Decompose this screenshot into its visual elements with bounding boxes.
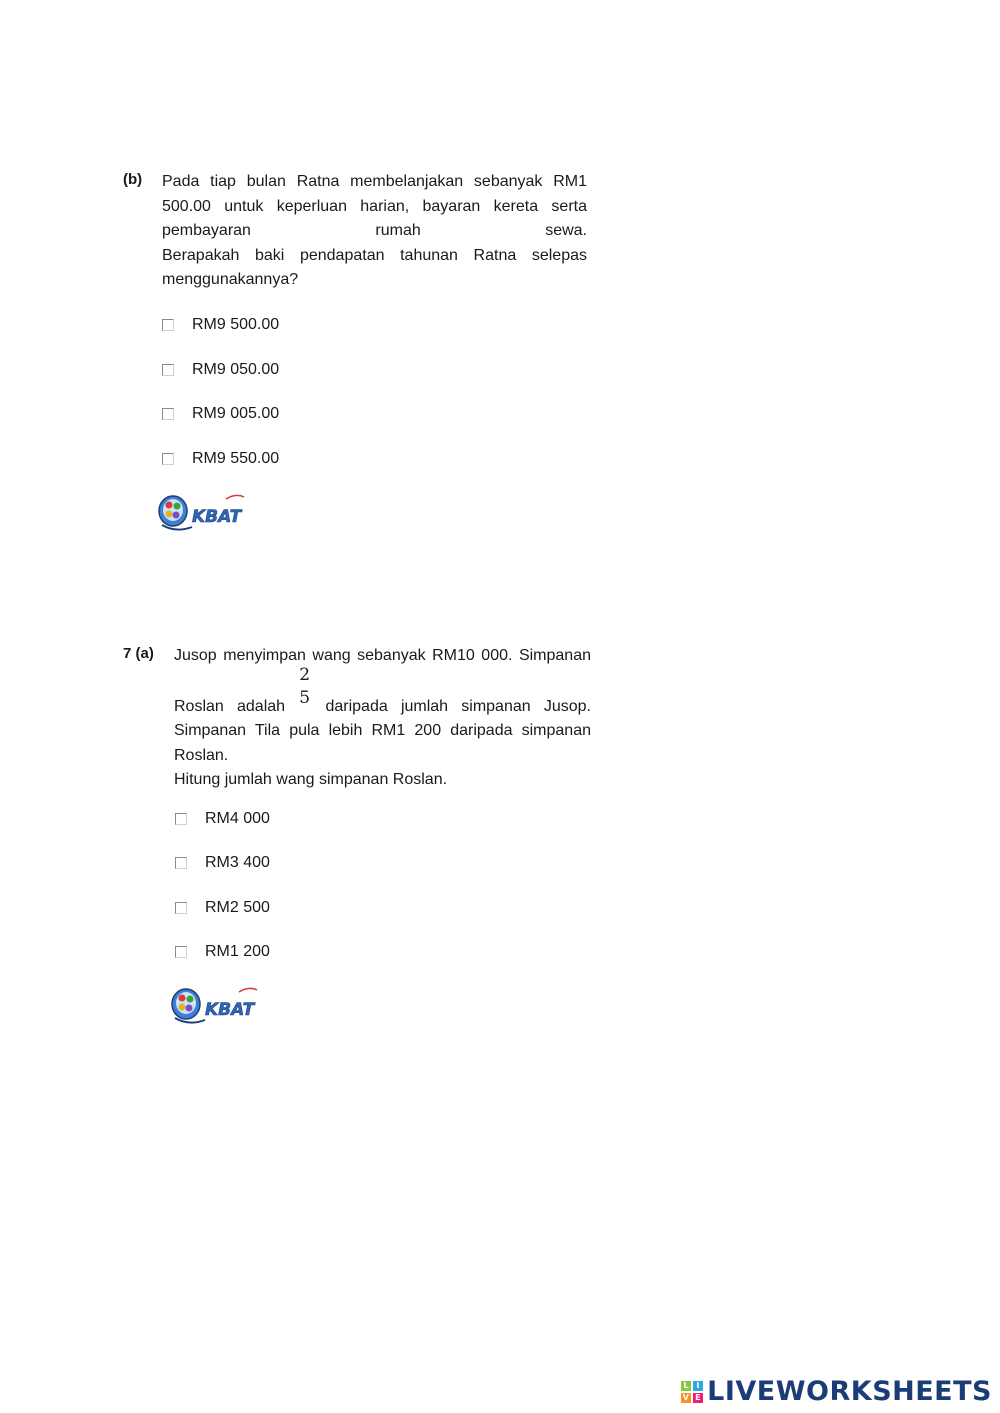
option-checkbox[interactable] bbox=[162, 364, 174, 376]
option-label: RM9 005.00 bbox=[192, 405, 280, 422]
kbat-logo-text: KBAT bbox=[192, 507, 242, 527]
option-checkbox[interactable] bbox=[162, 319, 174, 331]
question-b-line-4: Berapakah baki pendapatan tahunan Ratna selepas bbox=[162, 246, 587, 264]
question-b-line-2: 500.00 untuk keperluan harian, bayaran kereta serta bbox=[162, 197, 587, 215]
badge-letter: E bbox=[693, 1393, 703, 1403]
question-b-option-1[interactable] bbox=[162, 316, 279, 334]
question-b-option-4[interactable] bbox=[162, 450, 279, 468]
question-7a-line-1: Jusop menyimpan wang sebanyak RM10 000. Simpanan bbox=[174, 647, 591, 664]
question-7a-option-4[interactable] bbox=[175, 943, 270, 961]
liveworksheets-badge-icon bbox=[681, 1381, 703, 1403]
fraction-denominator: 5 bbox=[299, 687, 311, 708]
question-7a-line-2-start: Roslan adalah bbox=[174, 697, 286, 715]
option-checkbox[interactable] bbox=[162, 453, 174, 465]
option-label: RM4 000 bbox=[205, 810, 270, 827]
question-b-option-3[interactable] bbox=[162, 405, 279, 423]
badge-letter: I bbox=[693, 1381, 703, 1391]
fraction bbox=[299, 664, 311, 711]
kbat-logo bbox=[156, 491, 246, 535]
option-checkbox[interactable] bbox=[175, 813, 187, 825]
question-7a-label: 7 (a) bbox=[123, 645, 154, 662]
option-label: RM2 500 bbox=[205, 899, 270, 916]
question-7a-option-2[interactable] bbox=[175, 854, 270, 872]
question-7a-option-1[interactable] bbox=[175, 810, 270, 828]
question-7a-line-2 bbox=[174, 664, 591, 720]
option-label: RM1 200 bbox=[205, 943, 270, 960]
liveworksheets-logo bbox=[681, 1376, 992, 1407]
option-checkbox[interactable] bbox=[175, 946, 187, 958]
badge-letter: L bbox=[681, 1381, 691, 1391]
question-b-line-1: Pada tiap bulan Ratna membelanjakan sebanyak RM1 bbox=[162, 173, 587, 190]
kbat-logo bbox=[169, 984, 259, 1028]
question-b-line-3: pembayaran rumah sewa. bbox=[162, 222, 587, 239]
question-7a-option-3[interactable] bbox=[175, 899, 270, 917]
fraction-numerator: 2 bbox=[299, 664, 311, 685]
badge-letter: V bbox=[682, 1392, 690, 1402]
question-b-option-2[interactable] bbox=[162, 361, 279, 379]
question-b-text bbox=[162, 170, 587, 293]
kbat-logo-text: KBAT bbox=[205, 1000, 255, 1020]
question-7a-text bbox=[174, 644, 591, 793]
question-7a-line-5: Hitung jumlah wang simpanan Roslan. bbox=[174, 771, 448, 788]
option-label: RM9 500.00 bbox=[192, 316, 280, 333]
option-label: RM3 400 bbox=[205, 854, 270, 871]
question-b-line-5: menggunakannya? bbox=[162, 271, 299, 288]
option-label: RM9 050.00 bbox=[192, 361, 280, 378]
option-checkbox[interactable] bbox=[175, 902, 187, 914]
question-b-label: (b) bbox=[123, 171, 143, 188]
option-checkbox[interactable] bbox=[175, 857, 187, 869]
liveworksheets-brand-text: LIVEWORKSHEETS bbox=[707, 1376, 992, 1407]
option-checkbox[interactable] bbox=[162, 408, 174, 420]
question-7a-line-2-end: daripada jumlah simpanan Jusop. bbox=[325, 697, 591, 715]
question-7a-line-3: Simpanan Tila pula lebih RM1 200 daripada simpanan bbox=[174, 722, 591, 739]
option-label: RM9 550.00 bbox=[192, 450, 280, 467]
question-7a-line-4: Roslan. bbox=[174, 746, 229, 764]
